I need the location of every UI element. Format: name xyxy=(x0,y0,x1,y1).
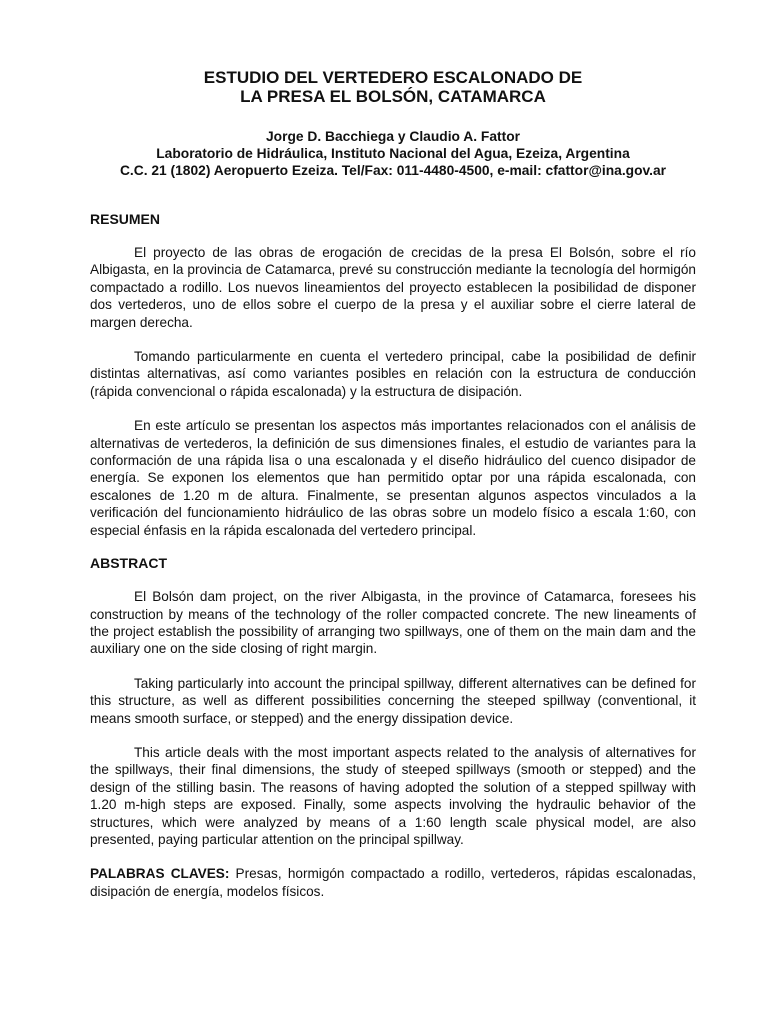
keywords-paragraph xyxy=(90,865,696,900)
title-line-2: LA PRESA EL BOLSÓN, CATAMARCA xyxy=(240,87,546,106)
abstract-paragraph: This article deals with the most important aspects related to the analysis of alternatives for the spillways, their final dimensions, the study of steeped spillways (smooth or stepped) and the design of the stilling basin. The reasons of having adopted the solution of a stepped spillway with 1.20 m-high steps are exposed. Finally, some aspects involving the hydraulic behavior of the structures, which were analyzed by means of a 1:60 length scale physical model, are also presented, paying particular attention on the principal spillway. xyxy=(90,744,696,847)
abstract-paragraph: Taking particularly into account the principal spillway, different alternatives can be defined for this structure, as well as different possibilities concerning the steeped spillway (conventional, it means smooth surface, or stepped) and the energy dissipation device. xyxy=(90,675,696,726)
paper-page xyxy=(90,68,696,914)
resumen-heading: RESUMEN xyxy=(90,211,161,227)
abstract-paragraph: El Bolsón dam project, on the river Albigasta, in the province of Catamarca, foresees his construction by means of the technology of the roller compacted concrete. The new lineaments of the project establish the possibility of arranging two spillways, one of them on the main dam and the auxiliary one on the side closing of right margin. xyxy=(90,589,696,657)
resumen-paragraph: Tomando particularmente en cuenta el vertedero principal, cabe la posibilidad de definir distintas alternativas, así como variantes posibles en relación con la estructura de conducción (rápida convencional o rápida escalonada) y la estructura de disipación. xyxy=(90,349,696,399)
paper-title xyxy=(90,68,696,106)
resumen-paragraph: En este artículo se presentan los aspectos más importantes relacionados con el análisis de alternativas de vertederos, la definición de sus dimensiones finales, el estudio de variantes para la conformación de una rápida lisa o una escalonada y el diseño hidráulico del cuenco disipador de energía. Se exponen los elementos que han permitido optar por una rápida escalonada, con escalones de 1.20 m de altura. Finalmente, se presentan algunos aspectos vinculados a la verificación del funcionamiento hidráulico de las obras sobre un modelo físico a escala 1:60, con especial énfasis en la rápida escalonada del vertedero principal. xyxy=(90,418,696,538)
author-block xyxy=(90,128,696,179)
title-line-1: ESTUDIO DEL VERTEDERO ESCALONADO DE xyxy=(203,68,583,87)
keywords-label: PALABRAS CLAVES: xyxy=(90,866,230,882)
author-affiliation: Laboratorio de Hidráulica, Instituto Nacional del Agua, Ezeiza, Argentina xyxy=(156,146,630,161)
author-names: Jorge D. Bacchiega y Claudio A. Fattor xyxy=(265,129,521,144)
keywords-text: Presas, hormigón compactado a rodillo, vertederos, rápidas escalonadas, disipación de energía, modelos físicos. xyxy=(90,866,696,899)
abstract-heading: ABSTRACT xyxy=(90,555,167,572)
resumen-paragraph: El proyecto de las obras de erogación de crecidas de la presa El Bolsón, sobre el río Albigasta, en la provincia de Catamarca, prevé su construcción mediante la tecnología del hormigón compactado a rodillo. Los nuevos lineamientos del proyecto establecen la posibilidad de disponer dos vertederos, uno de ellos sobre el cuerpo de la presa y el auxiliar sobre el cierre lateral de margen derecha. xyxy=(90,245,696,330)
author-contact: C.C. 21 (1802) Aeropuerto Ezeiza. Tel/Fax: 011-4480-4500, e-mail: cfattor@ina.gov.ar xyxy=(119,163,667,178)
